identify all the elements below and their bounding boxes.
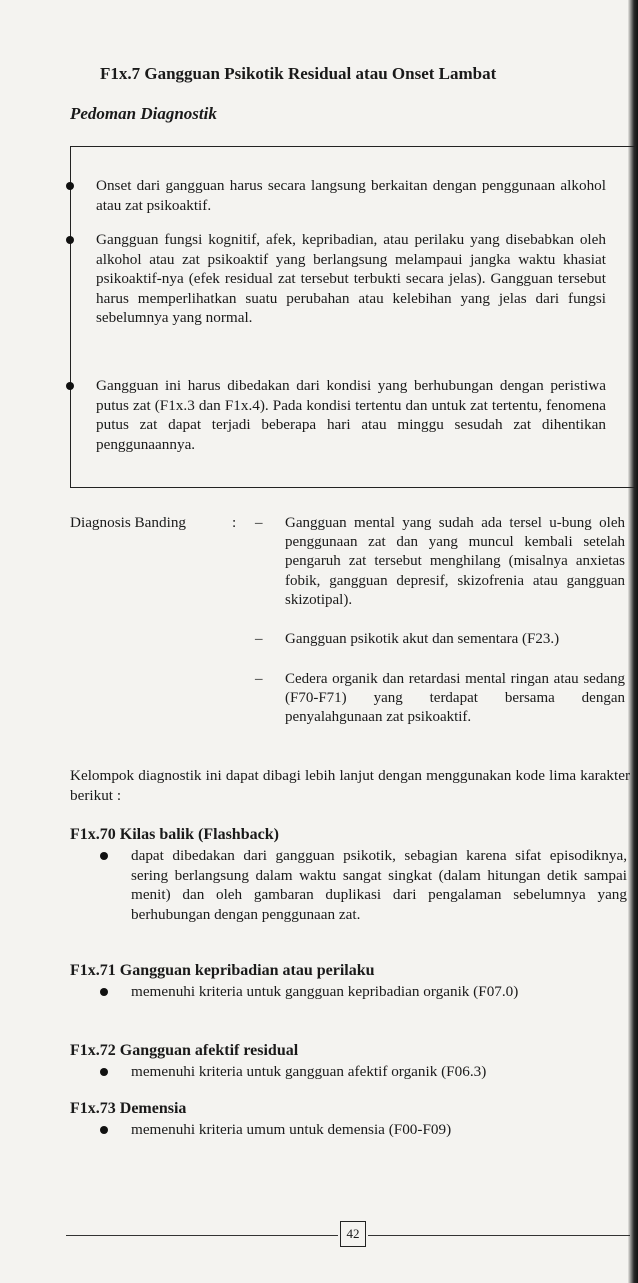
subsection-item: memenuhi kriteria untuk gangguan kepribadian organik (F07.0) (131, 982, 627, 1002)
guideline-item: Gangguan fungsi kognitif, afek, kepribadian, atau perilaku yang disebabkan oleh alkohol atau zat psikoaktif yang berlangsung melampaui jangka waktu khasiat psikoaktif-nya (efek residual zat tersebut terbukti secara jelas). Gangguan tersebut harus memperlihatkan suatu perubahan atau kelebihan yang jelas dari fungsi sebelumnya yang normal. (96, 230, 606, 328)
subsection-item: dapat dibedakan dari gangguan psikotik, sebagian karena sifat episodiknya, sering berlangsung dalam waktu sangat singkat (dalam hitungan detik sampai menit) dan oleh gambaran duplikasi dari pengalaman sebelumnya yang berhubungan dengan penggunaan zat. (131, 846, 627, 924)
footer-rule-right (368, 1235, 630, 1236)
subsection-heading: F1x.72 Gangguan afektif residual (70, 1042, 299, 1059)
guideline-subtitle: Pedoman Diagnostik (70, 104, 217, 123)
bullet-icon (100, 852, 108, 860)
differential-item: – Cedera organik dan retardasi mental ringan atau sedang (F70-F71) yang terdapat bersama dengan penyalahgunaan zat psikoaktif. (255, 671, 625, 726)
dash-marker: – (255, 671, 263, 687)
subsection-item: memenuhi kriteria untuk gangguan afektif organik (F06.3) (131, 1062, 627, 1082)
subsection-heading: F1x.71 Gangguan kepribadian atau perilaku (70, 962, 375, 979)
bullet-icon (100, 1068, 108, 1076)
bullet-icon (66, 236, 74, 244)
dash-marker: – (255, 631, 263, 647)
differential-item: – Gangguan psikotik akut dan sementara (F23.) (285, 630, 625, 649)
bullet-icon (100, 1126, 108, 1134)
bullet-icon (66, 182, 74, 190)
subsection-heading: F1x.70 Kilas balik (Flashback) (70, 826, 279, 843)
subsection-item: memenuhi kriteria umum untuk demensia (F00-F09) (131, 1120, 627, 1140)
footer-rule-left (66, 1235, 338, 1236)
section-title: F1x.7 Gangguan Psikotik Residual atau Onset Lambat (100, 64, 497, 83)
differential-label: Diagnosis Banding (70, 514, 187, 531)
intro-paragraph: Kelompok diagnostik ini dapat dibagi lebih lanjut dengan menggunakan kode lima karakter berikut : (70, 767, 630, 804)
guideline-item: Onset dari gangguan harus secara langsung berkaitan dengan penggunaan alkohol atau zat psikoaktif. (96, 176, 606, 215)
dash-marker: – (255, 515, 263, 531)
differential-item: – Gangguan mental yang sudah ada tersel u-bung oleh penggunaan zat dan yang muncul kembali setelah pengaruh zat tersebut menghilang (misalnya anxietas fobik, gangguan depresif, skizofrenia atau gangguan skizotipal). (255, 515, 625, 608)
guideline-item: Gangguan ini harus dibedakan dari kondisi yang berhubungan dengan peristiwa putus zat (F1x.3 dan F1x.4). Pada kondisi tertentu dan untuk zat tertentu, fenomena putus zat dapat terjadi beberapa hari atau minggu sesudah zat dihentikan penggunaannya. (96, 376, 606, 454)
subsection-heading: F1x.73 Demensia (70, 1100, 187, 1117)
bullet-icon (66, 382, 74, 390)
differential-colon: : (232, 514, 237, 531)
bullet-icon (100, 988, 108, 996)
page-number: 42 (340, 1221, 366, 1247)
